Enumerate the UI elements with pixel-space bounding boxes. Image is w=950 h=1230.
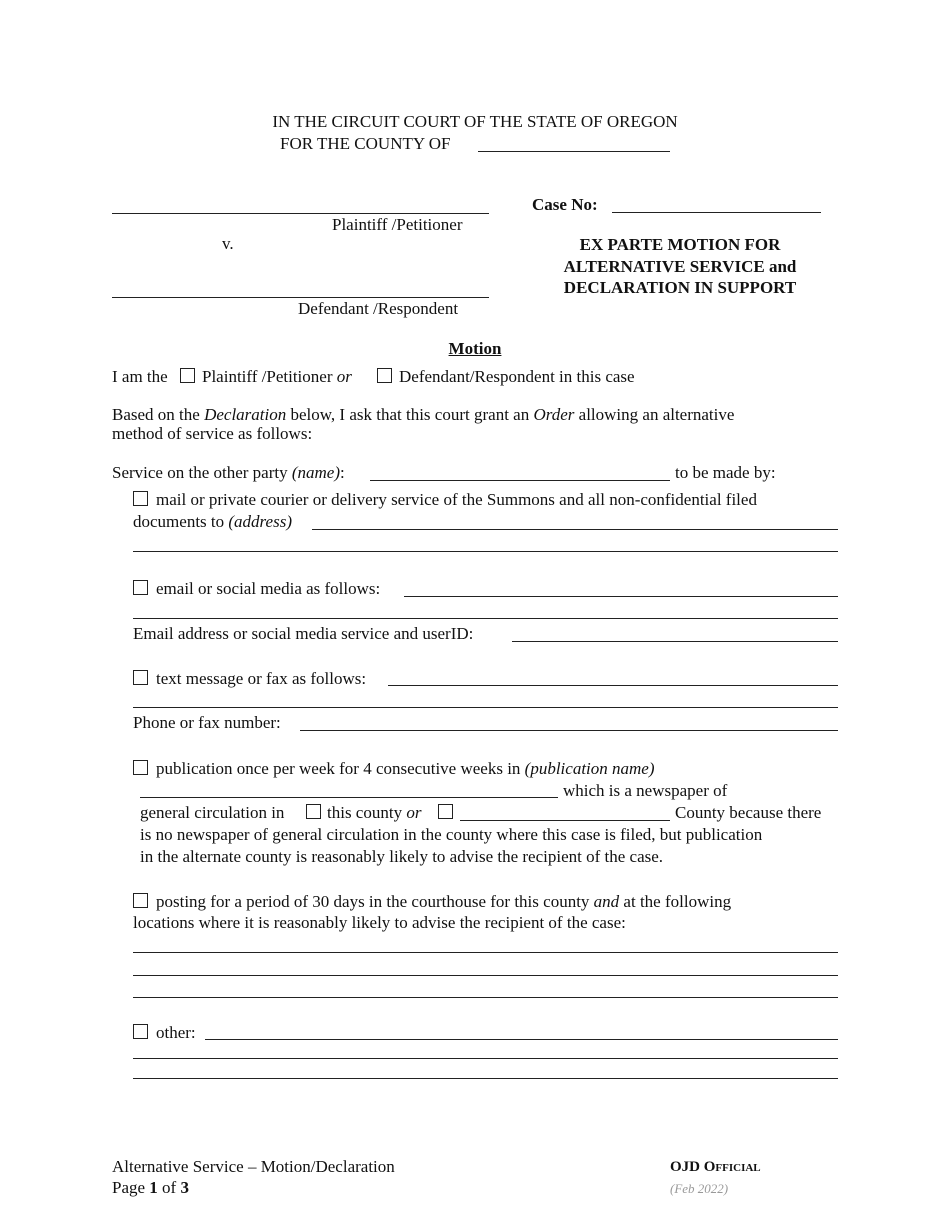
- posting-checkbox[interactable]: [133, 893, 148, 908]
- page-num: 1: [149, 1178, 158, 1197]
- publication-line-1: [156, 758, 655, 779]
- based-p3: allowing an alternative: [578, 405, 735, 424]
- versus-label: v.: [222, 234, 234, 253]
- email-label: email or social media as follows:: [156, 579, 381, 598]
- case-no-label: Case No:: [532, 195, 598, 214]
- other-method-field-1[interactable]: [205, 1039, 838, 1040]
- service-label-text: Service on the other party: [112, 463, 288, 482]
- doc-title-line-3: DECLARATION IN SUPPORT: [563, 278, 797, 297]
- court-line-1: IN THE CIRCUIT COURT OF THE STATE OF OREGON: [272, 112, 678, 131]
- footer-revision: (Feb 2022): [670, 1181, 729, 1196]
- motion-heading-text: Motion: [448, 339, 502, 358]
- posting-location-field-2[interactable]: [133, 975, 838, 976]
- pub-line-4: is no newspaper of general circulation in the county where this case is filed, but publication: [140, 825, 763, 844]
- text-fax-label: text message or fax as follows:: [156, 669, 367, 688]
- service-label: [112, 462, 345, 483]
- email-id-field[interactable]: [512, 641, 838, 642]
- iam-or: or: [336, 367, 352, 386]
- service-name-hint: (name): [291, 463, 341, 482]
- county-field[interactable]: [478, 151, 670, 152]
- doc-title-line-1: EX PARTE MOTION FOR: [579, 235, 781, 254]
- mail-line-2: [133, 511, 292, 532]
- other-method-field-3[interactable]: [133, 1078, 838, 1079]
- posting-location-field-3[interactable]: [133, 997, 838, 998]
- doc-title-line-2: ALTERNATIVE SERVICE and: [563, 257, 797, 276]
- publication-name-field[interactable]: [140, 797, 558, 798]
- posting-prefix: posting for a period of 30 days in the courthouse for this county: [156, 892, 590, 911]
- plaintiff-label: Plaintiff /Petitioner: [332, 215, 463, 234]
- defendant-label: Defendant /Respondent: [298, 299, 459, 318]
- email-method-field[interactable]: [404, 596, 838, 597]
- official-word: Official: [703, 1159, 761, 1175]
- other-party-name-field[interactable]: [370, 480, 670, 481]
- based-p1: Based on the: [112, 405, 200, 424]
- iam-opt-plaintiff-text: Plaintiff /Petitioner: [202, 367, 333, 386]
- phone-fax-label: Phone or fax number:: [133, 713, 281, 732]
- footer-page-number: [112, 1177, 189, 1198]
- iam-opt-defendant: Defendant/Respondent in this case: [399, 367, 635, 386]
- service-colon: :: [340, 463, 345, 482]
- pub-this-county: [327, 802, 421, 823]
- mail-address-field-2[interactable]: [133, 551, 838, 552]
- email-id-label: Email address or social media service and userID:: [133, 624, 474, 643]
- pub-or: or: [406, 803, 422, 822]
- case-no-field[interactable]: [612, 212, 821, 213]
- posting-location-field-1[interactable]: [133, 952, 838, 953]
- publication-checkbox[interactable]: [133, 760, 148, 775]
- pub-this-county-text: this county: [327, 803, 403, 822]
- pub-county-because: County because there: [675, 803, 822, 822]
- phone-fax-field[interactable]: [300, 730, 838, 731]
- email-method-field-2[interactable]: [133, 618, 838, 619]
- email-checkbox[interactable]: [133, 580, 148, 595]
- page-total: 3: [180, 1178, 189, 1197]
- defendant-checkbox[interactable]: [377, 368, 392, 383]
- service-tail: to be made by:: [675, 463, 776, 482]
- other-county-checkbox[interactable]: [438, 804, 453, 819]
- posting-line-2: locations where it is reasonably likely to advise the recipient of the case:: [133, 913, 626, 932]
- text-fax-method-field-2[interactable]: [133, 707, 838, 708]
- other-checkbox[interactable]: [133, 1024, 148, 1039]
- pub-line-5: in the alternate county is reasonably likely to advise the recipient of the case.: [140, 847, 664, 866]
- footer-form-title: Alternative Service – Motion/Declaration: [112, 1157, 395, 1176]
- based-order: Order: [533, 405, 575, 424]
- iam-prefix: I am the: [112, 367, 168, 386]
- mail-prefix: documents to: [133, 512, 225, 531]
- pub-gen-circ: general circulation in: [140, 803, 285, 822]
- mail-checkbox[interactable]: [133, 491, 148, 506]
- mail-address-field[interactable]: [312, 529, 838, 530]
- based-declaration: Declaration: [204, 405, 287, 424]
- posting-suffix: at the following: [623, 892, 732, 911]
- mail-address-hint: (address): [228, 512, 292, 531]
- based-line-2: method of service as follows:: [112, 424, 313, 443]
- text-fax-checkbox[interactable]: [133, 670, 148, 685]
- pub-prefix: publication once per week for 4 consecutive weeks in: [156, 759, 521, 778]
- page-prefix: Page: [112, 1178, 146, 1197]
- other-label: other:: [156, 1023, 196, 1042]
- other-county-field[interactable]: [460, 820, 670, 821]
- footer-official: [670, 1157, 761, 1178]
- text-fax-method-field[interactable]: [388, 685, 838, 686]
- official-ojd: OJD: [670, 1159, 700, 1175]
- other-method-field-2[interactable]: [133, 1058, 838, 1059]
- plaintiff-checkbox[interactable]: [180, 368, 195, 383]
- page-of: of: [162, 1178, 177, 1197]
- pub-newspaper: which is a newspaper of: [563, 781, 728, 800]
- this-county-checkbox[interactable]: [306, 804, 321, 819]
- mail-line-1: mail or private courier or delivery service of the Summons and all non-confidential filed: [156, 490, 757, 509]
- court-line-2: FOR THE COUNTY OF: [280, 134, 451, 153]
- based-p2: below, I ask that this court grant an: [290, 405, 530, 424]
- based-line-1: [112, 404, 734, 425]
- motion-heading: [0, 338, 950, 359]
- pub-name-hint: (publication name): [524, 759, 655, 778]
- iam-opt-plaintiff: [202, 366, 352, 387]
- posting-line-1: [156, 891, 731, 912]
- posting-and: and: [593, 892, 620, 911]
